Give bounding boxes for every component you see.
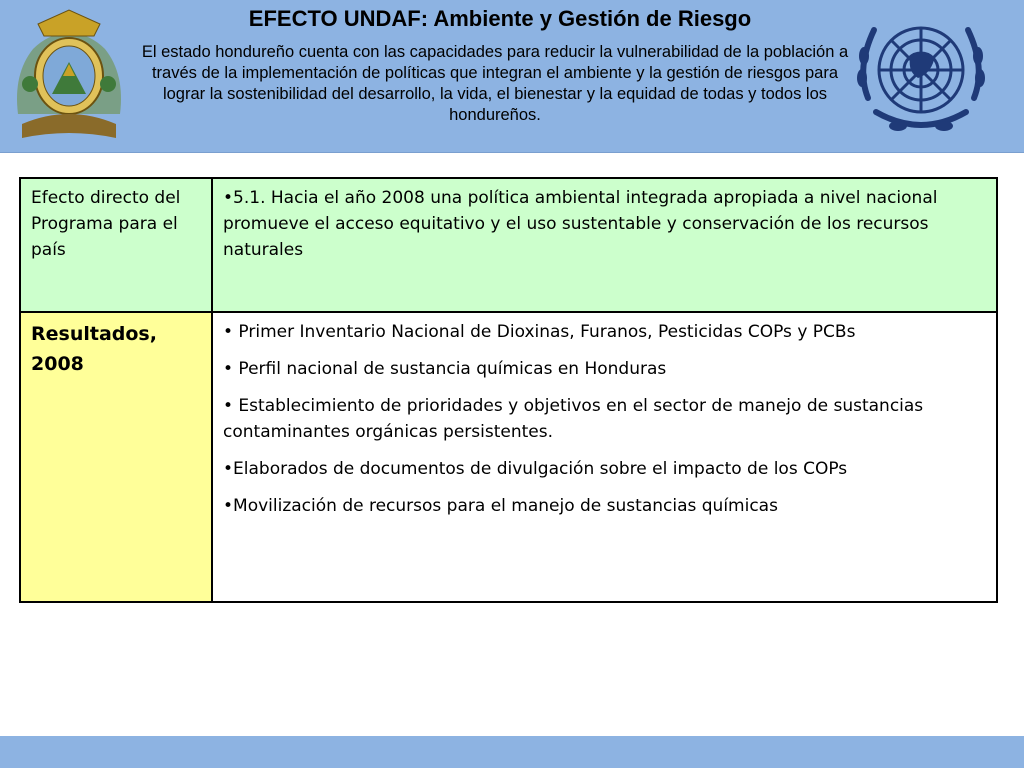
list-item: • Perfil nacional de sustancia químicas en Honduras xyxy=(223,359,667,379)
row-content-cell xyxy=(212,312,997,602)
header-banner xyxy=(0,0,1024,153)
page-title: EFECTO UNDAF: Ambiente y Gestión de Riesgo xyxy=(248,6,752,31)
row-label: Efecto directo del Programa para el país xyxy=(31,188,181,260)
honduras-coat-of-arms-icon xyxy=(8,4,130,144)
row-label-cell xyxy=(20,178,212,312)
program-table xyxy=(19,177,998,603)
table-row xyxy=(20,312,997,602)
table-row xyxy=(20,178,997,312)
page-subtitle: El estado hondureño cuenta con las capacidades para reducir la vulnerabilidad de la población a través de la implementación de políticas que integran el ambiente y la gestión de riesgos para lograr la sostenibilidad del desarrollo, la vida, el bienestar y la equidad de todas y todos los hondureños. xyxy=(141,43,849,124)
list-item: •5.1. Hacia el año 2008 una política ambiental integrada apropiada a nivel nacional promueve el acceso equitativo y el uso sustentable y conservación de los recursos naturales xyxy=(223,188,938,260)
footer-bar xyxy=(0,736,1024,768)
row-label: Resultados, 2008 xyxy=(31,323,157,375)
list-item: • Primer Inventario Nacional de Dioxinas, Furanos, Pesticidas COPs y PCBs xyxy=(223,322,856,342)
row-content-cell xyxy=(212,178,997,312)
list-item: •Elaborados de documentos de divulgación sobre el impacto de los COPs xyxy=(223,459,848,479)
row-label-cell xyxy=(20,312,212,602)
united-nations-emblem-icon xyxy=(846,8,996,143)
list-item: • Establecimiento de prioridades y objetivos en el sector de manejo de sustancias contaminantes orgánicas persistentes. xyxy=(223,396,924,442)
list-item: •Movilización de recursos para el manejo de sustancias químicas xyxy=(223,496,778,516)
